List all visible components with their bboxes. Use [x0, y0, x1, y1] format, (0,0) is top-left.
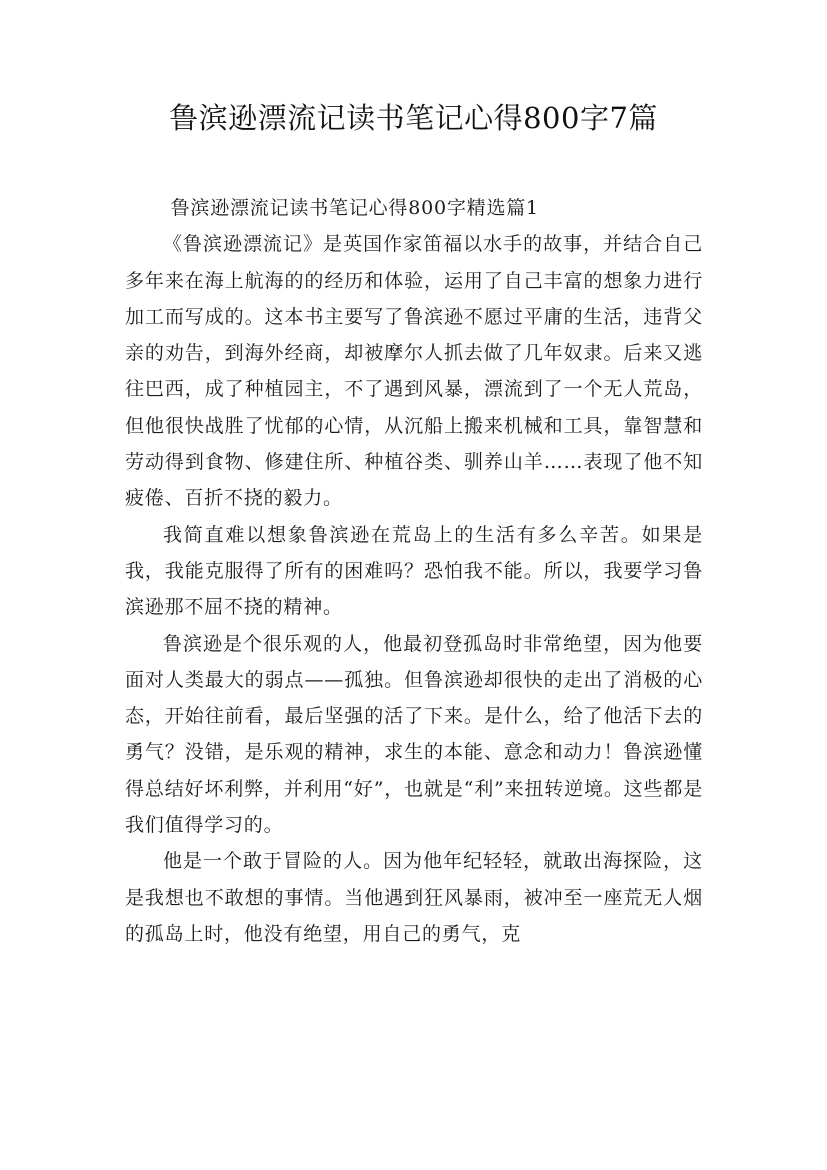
paragraph: 他是一个敢于冒险的人。因为他年纪轻轻，就敢出海探险，这是我想也不敢想的事情。当他遇到狂风暴雨，被冲至一座荒无人烟的孤岛上时，他没有绝望，用自己的勇气，克 — [125, 850, 703, 945]
document-title: 鲁滨逊漂流记读书笔记心得800字7篇 — [169, 101, 658, 135]
paragraph: 鲁滨逊是个很乐观的人，他最初登孤岛时非常绝望，因为他要面对人类最大的弱点——孤独。但鲁滨逊却很快的走出了消极的心态，开始往前看，最后坚强的活了下来。是什么，给了他活下去的勇气？没错，是乐观的精神，求生的本能、意念和动力！鲁滨逊懂得总结好坏利弊，并利用“好”，也就是“利”来扭转逆境。这些都是我们值得学习的。 — [125, 632, 703, 837]
section-heading: 鲁滨逊漂流记读书笔记心得800字精选篇1 — [170, 197, 539, 219]
paragraph: 《鲁滨逊漂流记》是英国作家笛福以水手的故事，并结合自己多年来在海上航海的的经历和体验，运用了自己丰富的想象力进行加工而写成的。这本书主要写了鲁滨逊不愿过平庸的生活，违背父亲的劝告，到海外经商，却被摩尔人抓去做了几年奴隶。后来又逃往巴西，成了种植园主，不了遇到风暴，漂流到了一个无人荒岛，但他很快战胜了忧郁的心情，从沉船上搬来机械和工具，靠智慧和劳动得到食物、修建住所、种植谷类、驯养山羊……表现了他不知疲倦、百折不挠的毅力。 — [125, 233, 703, 510]
paragraph: 我简直难以想象鲁滨逊在荒岛上的生活有多么辛苦。如果是我，我能克服得了所有的困难吗？恐怕我不能。所以，我要学习鲁滨逊那不屈不挠的精神。 — [125, 523, 703, 619]
document-body — [125, 190, 703, 952]
